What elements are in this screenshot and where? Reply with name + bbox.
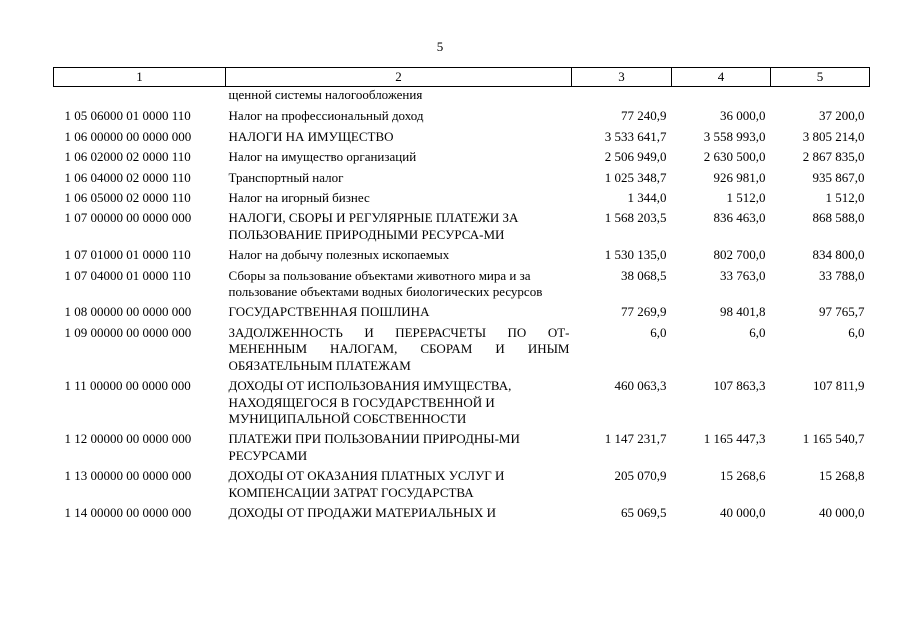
- row-code: 1 07 04000 01 0000 110: [64, 267, 191, 283]
- row-value-2: 36 000,0: [720, 108, 766, 124]
- row-value-1: 1 344,0: [627, 190, 667, 206]
- row-value-1: 1 530 135,0: [604, 247, 667, 263]
- row-value-2: 836 463,0: [713, 210, 766, 226]
- row-value-1: 77 240,9: [621, 108, 667, 124]
- row-value-3: 33 788,0: [819, 267, 865, 283]
- row-value-1: 1 568 203,5: [604, 210, 667, 226]
- row-value-2: 802 700,0: [713, 247, 766, 263]
- row-value-1: 1 147 231,7: [604, 431, 667, 447]
- row-code: 1 06 05000 02 0000 110: [64, 190, 191, 206]
- row-value-3: 1 512,0: [825, 190, 865, 206]
- row-name: Налог на имущество организаций: [228, 149, 417, 165]
- row-name: НАЛОГИ, СБОРЫ И РЕГУЛЯРНЫЕ ПЛАТЕЖИ ЗА ПОЛЬЗОВАНИЕ ПРИРОДНЫМИ РЕСУРСА-МИ: [228, 210, 519, 242]
- row-value-2: 3 558 993,0: [703, 128, 766, 144]
- row-value-2: [672, 87, 771, 106]
- table-row: [54, 126, 870, 146]
- table-row: [54, 244, 870, 264]
- row-value-1: 460 063,3: [614, 378, 667, 394]
- row-code: 1 08 00000 00 0000 000: [64, 304, 192, 320]
- row-value-2: 98 401,8: [720, 304, 766, 320]
- column-header-1: 1: [54, 68, 226, 87]
- row-name: Налог на профессиональный доход: [228, 108, 424, 124]
- column-header-4: 4: [672, 68, 771, 87]
- row-value-3: 935 867,0: [812, 169, 865, 185]
- table-row: [54, 87, 870, 106]
- row-value-1: 2 506 949,0: [604, 149, 667, 165]
- row-value-2: 15 268,6: [720, 468, 766, 484]
- row-name: ГОСУДАРСТВЕННАЯ ПОШЛИНА: [228, 304, 430, 320]
- row-value-2: 1 512,0: [726, 190, 766, 206]
- table-row: [54, 322, 870, 375]
- table-row: [54, 167, 870, 187]
- row-code: 1 14 00000 00 0000 000: [64, 504, 192, 520]
- table-row: [54, 187, 870, 207]
- row-name: Сборы за пользование объектами животного мира и за пользование объектами водных биологических ресурсов: [228, 267, 543, 300]
- table-row: [54, 105, 870, 125]
- table-row: [54, 207, 870, 244]
- row-value-3: 15 268,8: [819, 468, 865, 484]
- row-name: щенной системы налогообложения: [228, 87, 423, 102]
- table-row: [54, 465, 870, 502]
- row-code: 1 12 00000 00 0000 000: [64, 431, 192, 447]
- row-code: 1 05 06000 01 0000 110: [64, 108, 191, 124]
- row-code: [54, 87, 226, 106]
- page-number: 5: [436, 39, 444, 54]
- column-header-3: 3: [572, 68, 672, 87]
- row-name: ДОХОДЫ ОТ ОКАЗАНИЯ ПЛАТНЫХ УСЛУГ И КОМПЕНСАЦИИ ЗАТРАТ ГОСУДАРСТВА: [228, 468, 505, 500]
- budget-table: [53, 67, 870, 522]
- row-value-3: 3 805 214,0: [802, 128, 865, 144]
- table-row: [54, 375, 870, 428]
- row-value-1: 1 025 348,7: [604, 169, 667, 185]
- row-code: 1 06 02000 02 0000 110: [64, 149, 191, 165]
- row-name: ДОХОДЫ ОТ ПРОДАЖИ МАТЕРИАЛЬНЫХ И: [228, 504, 497, 520]
- row-value-3: [771, 87, 870, 106]
- row-value-3: 6,0: [848, 324, 865, 340]
- row-value-2: 6,0: [749, 324, 766, 340]
- row-value-3: 97 765,7: [819, 304, 865, 320]
- table-row: [54, 428, 870, 465]
- row-value-3: 37 200,0: [819, 108, 865, 124]
- table-row: [54, 146, 870, 166]
- row-name: ПЛАТЕЖИ ПРИ ПОЛЬЗОВАНИИ ПРИРОДНЫ-МИ РЕСУРСАМИ: [228, 431, 520, 463]
- row-value-3: 40 000,0: [819, 504, 865, 520]
- row-value-1: 77 269,9: [621, 304, 667, 320]
- row-value-1: 205 070,9: [614, 468, 667, 484]
- row-value-2: 33 763,0: [720, 267, 766, 283]
- table-row: [54, 502, 870, 522]
- column-header-2: 2: [226, 68, 572, 87]
- row-value-2: 2 630 500,0: [703, 149, 766, 165]
- row-name: НАЛОГИ НА ИМУЩЕСТВО: [228, 128, 394, 144]
- row-value-2: 40 000,0: [720, 504, 766, 520]
- row-value-1: 6,0: [650, 324, 667, 340]
- row-value-3: 1 165 540,7: [802, 431, 865, 447]
- row-name: Налог на игорный бизнес: [228, 190, 370, 206]
- row-value-3: 107 811,9: [812, 378, 865, 394]
- row-value-1: 65 069,5: [621, 504, 667, 520]
- row-code: 1 09 00000 00 0000 000: [64, 324, 192, 340]
- row-code: 1 06 04000 02 0000 110: [64, 169, 191, 185]
- row-value-1: 3 533 641,7: [604, 128, 667, 144]
- row-code: 1 13 00000 00 0000 000: [64, 468, 192, 484]
- row-value-3: 834 800,0: [812, 247, 865, 263]
- row-name: Транспортный налог: [228, 169, 344, 185]
- row-value-1: [572, 87, 672, 106]
- row-value-3: 868 588,0: [812, 210, 865, 226]
- table-row: [54, 301, 870, 321]
- row-code: 1 07 01000 01 0000 110: [64, 247, 191, 263]
- row-value-1: 38 068,5: [621, 267, 667, 283]
- row-code: 1 11 00000 00 0000 000: [64, 378, 191, 394]
- row-code: 1 07 00000 00 0000 000: [64, 210, 192, 226]
- column-header-5: 5: [771, 68, 870, 87]
- row-name: ДОХОДЫ ОТ ИСПОЛЬЗОВАНИЯ ИМУЩЕСТВА, НАХОДЯЩЕГОСЯ В ГОСУДАРСТВЕННОЙ И МУНИЦИПАЛЬНОЙ СОБСТВЕННОСТИ: [228, 378, 512, 426]
- header-row: [54, 68, 870, 87]
- row-value-2: 926 981,0: [713, 169, 766, 185]
- row-name: ЗАДОЛЖЕННОСТЬ И ПЕРЕРАСЧЕТЫ ПО ОТ-МЕНЕННЫМ НАЛОГАМ, СБОРАМ И ИНЫМ ОБЯЗАТЕЛЬНЫМ ПЛАТЕЖАМ: [228, 324, 570, 373]
- row-name: Налог на добычу полезных ископаемых: [228, 247, 450, 263]
- row-value-2: 107 863,3: [713, 378, 766, 394]
- table-row: [54, 265, 870, 302]
- row-code: 1 06 00000 00 0000 000: [64, 128, 192, 144]
- row-value-2: 1 165 447,3: [703, 431, 766, 447]
- row-value-3: 2 867 835,0: [802, 149, 865, 165]
